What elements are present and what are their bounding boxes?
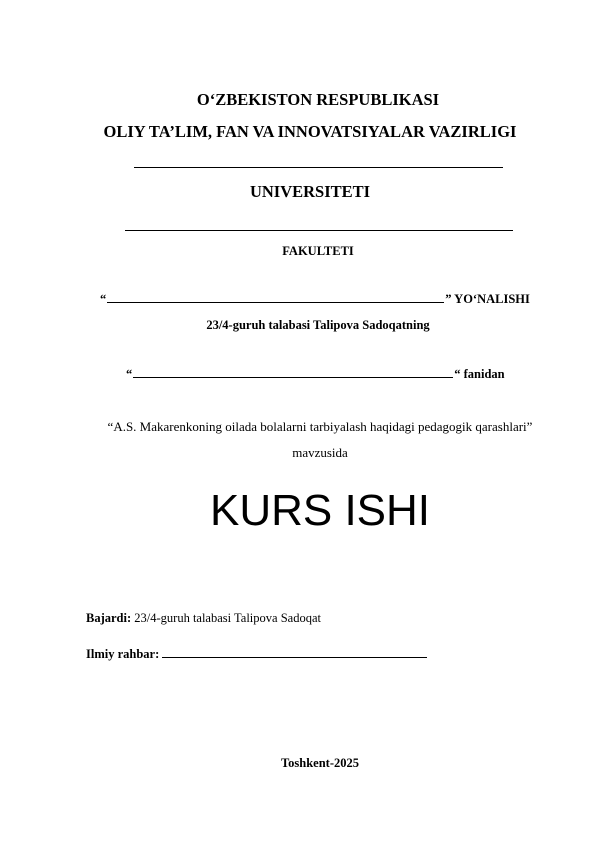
supervisor-name-blank	[162, 646, 427, 658]
performer-label: Bajardi:	[86, 611, 132, 625]
subject-label: “ fanidan	[454, 367, 505, 381]
university-heading: UNIVERSITETI	[249, 182, 371, 201]
document-title: KURS ISHI	[209, 486, 431, 535]
supervisor-line	[86, 646, 566, 662]
student-group-line: 23/4-guruh talabasi Talipova Sadoqatning	[206, 318, 430, 332]
topic-suffix: mavzusida	[292, 445, 348, 460]
direction-open-quote: “	[100, 292, 107, 306]
direction-name-blank	[107, 291, 444, 303]
subject-line	[126, 366, 546, 382]
performer-line	[86, 611, 566, 626]
ministry-heading: OLIY TA’LIM, FAN VA INNOVATSIYALAR VAZIRLIGI	[103, 122, 517, 141]
performer-value: 23/4-guruh talabasi Talipova Sadoqat	[131, 611, 321, 625]
city-year: Toshkent-2025	[280, 756, 360, 770]
subject-open-quote: “	[126, 367, 133, 381]
subject-name-blank	[133, 366, 453, 378]
direction-label: ” YO‘NALISHI	[445, 292, 530, 306]
supervisor-label: Ilmiy rahbar:	[86, 647, 160, 661]
faculty-heading: FAKULTETI	[282, 244, 354, 258]
country-heading: O‘ZBEKISTON RESPUBLIKASI	[196, 90, 440, 109]
direction-line	[100, 291, 580, 307]
topic-title: “A.S. Makarenkoning oilada bolalarni tarbiyalash haqidagi pedagogik qarashlari”	[107, 419, 533, 434]
faculty-name-blank	[125, 230, 513, 231]
university-name-blank	[134, 167, 503, 168]
